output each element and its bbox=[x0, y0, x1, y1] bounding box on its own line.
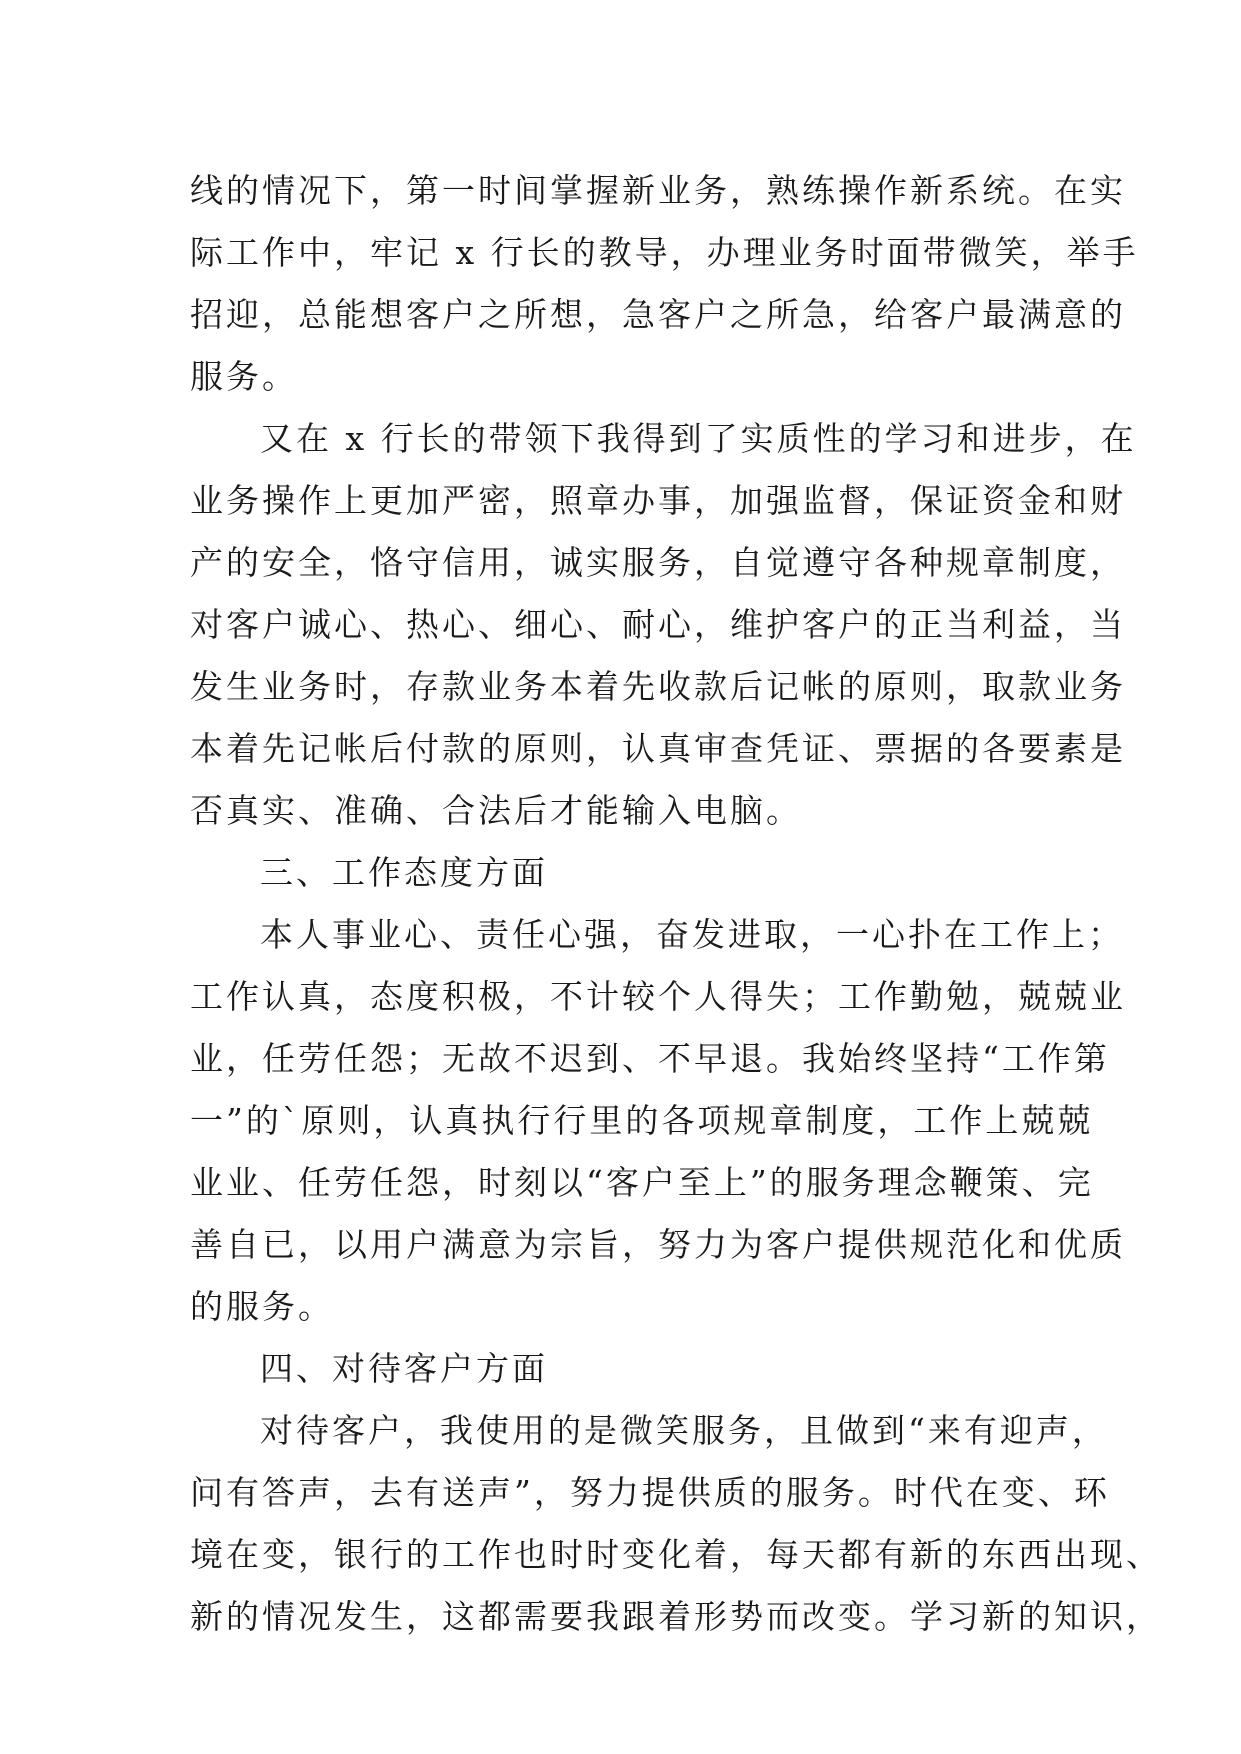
text-line: 的服务。 bbox=[190, 1287, 334, 1326]
text-line: 服务。 bbox=[190, 357, 298, 396]
text-line: 新的情况发生，这都需要我跟着形势而改变。学习新的知识， bbox=[190, 1597, 1162, 1636]
paragraph-start-line: 又在 x 行长的带领下我得到了实质性的学习和进步，在 bbox=[260, 419, 1137, 458]
text-line: 本着先记帐后付款的原则，认真审查凭证、票据的各要素是 bbox=[190, 729, 1126, 768]
text-line: 一”的`原则，认真执行行里的各项规章制度，工作上兢兢 bbox=[190, 1101, 1094, 1140]
text-line: 否真实、准确、合法后才能输入电脑。 bbox=[190, 791, 802, 830]
text-line: 对客户诚心、热心、细心、耐心，维护客户的正当利益，当 bbox=[190, 605, 1126, 644]
text-line: 产的安全，恪守信用，诚实服务，自觉遵守各种规章制度， bbox=[190, 543, 1126, 582]
paragraph-start-line: 对待客户，我使用的是微笑服务，且做到“来有迎声， bbox=[260, 1411, 1108, 1450]
text-line: 招迎，总能想客户之所想，急客户之所急，给客户最满意的 bbox=[190, 295, 1126, 334]
text-line: 业业、任劳任怨，时刻以“客户至上”的服务理念鞭策、完 bbox=[190, 1163, 1094, 1202]
text-line: 境在变，银行的工作也时时变化着，每天都有新的东西出现、 bbox=[190, 1535, 1162, 1574]
text-line: 善自已，以用户满意为宗旨，努力为客户提供规范化和优质 bbox=[190, 1225, 1126, 1264]
text-line: 际工作中，牢记 x 行长的教导，办理业务时面带微笑，举手 bbox=[190, 233, 1139, 272]
paragraph-start-line: 本人事业心、责任心强，奋发进取，一心扑在工作上； bbox=[260, 915, 1124, 954]
text-line: 业务操作上更加严密，照章办事，加强监督，保证资金和财 bbox=[190, 481, 1126, 520]
text-line: 发生业务时，存款业务本着先收款后记帐的原则，取款业务 bbox=[190, 667, 1126, 706]
section-heading: 三、工作态度方面 bbox=[260, 853, 548, 892]
section-heading: 四、对待客户方面 bbox=[260, 1349, 548, 1388]
text-line: 业，任劳任怨；无故不迟到、不早退。我始终坚持“工作第 bbox=[190, 1039, 1110, 1078]
text-line: 线的情况下，第一时间掌握新业务，熟练操作新系统。在实 bbox=[190, 171, 1126, 210]
text-line: 工作认真，态度积极，不计较个人得失；工作勤勉，兢兢业 bbox=[190, 977, 1126, 1016]
document-body bbox=[190, 160, 1162, 1648]
text-line: 问有答声，去有送声”，努力提供质的服务。时代在变、环 bbox=[190, 1473, 1110, 1512]
